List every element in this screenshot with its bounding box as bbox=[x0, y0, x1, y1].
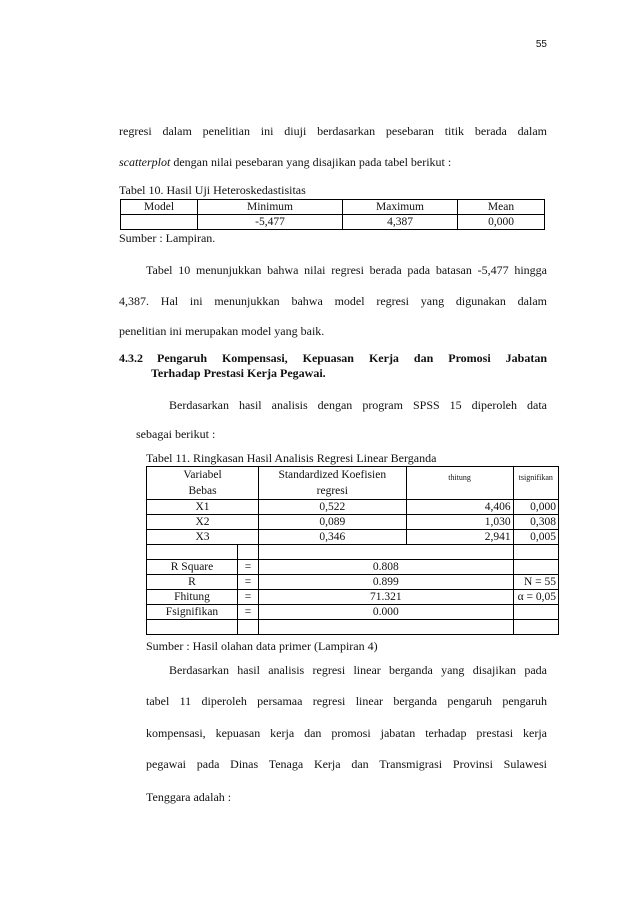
table11-cell: 0,005 bbox=[513, 530, 558, 545]
coefficient-header-line-2: regresi bbox=[316, 485, 348, 497]
para3-line-2: tabel 11 diperoleh persamaa regresi linear berganda pengaruh pengaruh bbox=[146, 694, 547, 708]
stat-note: α = 0,05 bbox=[513, 590, 558, 605]
table10-cell: 0,000 bbox=[458, 215, 545, 230]
table-row bbox=[147, 530, 559, 545]
table11-header-sig: tsignifikan bbox=[513, 467, 558, 500]
stat-equals: = bbox=[238, 560, 259, 575]
table-row bbox=[121, 215, 545, 230]
table11-header-t: thitung bbox=[406, 467, 513, 500]
intro-line-1: regresi dalam penelitian ini diuji berdasarkan pesebaran titik berada dalam bbox=[119, 124, 547, 138]
spacer-cell bbox=[147, 620, 238, 635]
table11-source: Sumber : Hasil olahan data primer (Lampiran 4) bbox=[146, 639, 378, 653]
table-row bbox=[147, 560, 559, 575]
table11-header-variable bbox=[147, 467, 259, 500]
table11-cell: 0,089 bbox=[259, 515, 407, 530]
table11 bbox=[146, 466, 559, 635]
table11-caption: Tabel 11. Ringkasan Hasil Analisis Regresi Linear Berganda bbox=[146, 451, 437, 465]
table11-cell: 1,030 bbox=[406, 515, 513, 530]
table10-header: Model bbox=[121, 200, 198, 215]
table10-caption: Tabel 10. Hasil Uji Heteroskedastisitas bbox=[119, 183, 306, 197]
table10-cell bbox=[121, 215, 198, 230]
spacer-cell bbox=[513, 620, 558, 635]
page-number: 55 bbox=[535, 39, 547, 50]
section-title-line-2: Terhadap Prestasi Kerja Pegawai. bbox=[151, 366, 326, 380]
table11-cell: X2 bbox=[147, 515, 259, 530]
stat-value: 71.321 bbox=[259, 590, 514, 605]
table11-cell: X1 bbox=[147, 500, 259, 515]
para1-line-3: penelitian ini merupakan model yang baik. bbox=[119, 324, 325, 338]
table10-cell: 4,387 bbox=[343, 215, 458, 230]
para3-line-4: pegawai pada Dinas Tenaga Kerja dan Transmigrasi Provinsi Sulawesi bbox=[146, 757, 547, 771]
stat-note bbox=[513, 605, 558, 620]
table10-header-row bbox=[121, 200, 545, 215]
intro-line-2-rest: dengan nilai pesebaran yang disajikan pada tabel berikut : bbox=[170, 155, 452, 169]
table10-header: Maximum bbox=[343, 200, 458, 215]
para1-line-1: Tabel 10 menunjukkan bahwa nilai regresi berada pada batasan -5,477 hingga bbox=[146, 263, 547, 277]
table11-cell: 4,406 bbox=[406, 500, 513, 515]
para3-line-1: Berdasarkan hasil analisis regresi linear berganda yang disajikan pada bbox=[169, 663, 547, 677]
table10-header: Mean bbox=[458, 200, 545, 215]
variable-header-line-1: Variabel bbox=[183, 469, 222, 481]
spacer-cell bbox=[147, 545, 238, 560]
table11-cell: 2,941 bbox=[406, 530, 513, 545]
table10-header: Minimum bbox=[198, 200, 343, 215]
table11-cell: 0,522 bbox=[259, 500, 407, 515]
table11-header-row bbox=[147, 467, 559, 500]
table10-cell: -5,477 bbox=[198, 215, 343, 230]
stat-value: 0.808 bbox=[259, 560, 514, 575]
section-number: 4.3.2 bbox=[119, 351, 143, 365]
table10-source: Sumber : Lampiran. bbox=[119, 231, 216, 245]
stat-value: 0.899 bbox=[259, 575, 514, 590]
spacer-cell bbox=[259, 620, 514, 635]
para3-line-3: kompensasi, kepuasan kerja dan promosi jabatan terhadap prestasi kerja bbox=[146, 726, 547, 740]
table10 bbox=[120, 199, 545, 230]
stat-note: N = 55 bbox=[513, 575, 558, 590]
spacer-cell bbox=[259, 545, 514, 560]
spacer-cell bbox=[238, 545, 259, 560]
table11-cell: 0,000 bbox=[513, 500, 558, 515]
stat-label: R Square bbox=[147, 560, 238, 575]
table-row bbox=[147, 605, 559, 620]
stat-label: R bbox=[147, 575, 238, 590]
stat-equals: = bbox=[238, 605, 259, 620]
section-title-line-1: Pengaruh Kompensasi, Kepuasan Kerja dan Promosi Jabatan bbox=[157, 351, 547, 365]
para1-line-2: 4,387. Hal ini menunjukkan bahwa model regresi yang digunakan dalam bbox=[119, 294, 547, 308]
stat-label: Fsignifikan bbox=[147, 605, 238, 620]
stat-equals: = bbox=[238, 575, 259, 590]
table-row bbox=[147, 575, 559, 590]
table11-cell: 0,346 bbox=[259, 530, 407, 545]
scatterplot-term: scatterplot bbox=[119, 155, 171, 169]
intro-line-2 bbox=[119, 155, 451, 170]
coefficient-header-line-1: Standardized Koefisien bbox=[278, 469, 387, 481]
table-row bbox=[147, 590, 559, 605]
spacer-cell bbox=[238, 620, 259, 635]
table11-header-coefficient bbox=[259, 467, 407, 500]
variable-header-line-2: Bebas bbox=[188, 485, 217, 497]
stat-value: 0.000 bbox=[259, 605, 514, 620]
para2-line-2: sebagai berikut : bbox=[136, 427, 216, 441]
table11-cell: X3 bbox=[147, 530, 259, 545]
table11-spacer-row bbox=[147, 620, 559, 635]
table-row bbox=[147, 515, 559, 530]
stat-label: Fhitung bbox=[147, 590, 238, 605]
table11-cell: 0,308 bbox=[513, 515, 558, 530]
stat-equals: = bbox=[238, 590, 259, 605]
para2-line-1: Berdasarkan hasil analisis dengan program SPSS 15 diperoleh data bbox=[169, 398, 547, 412]
table11-spacer-row bbox=[147, 545, 559, 560]
stat-note bbox=[513, 560, 558, 575]
para3-line-5: Tenggara adalah : bbox=[146, 790, 232, 804]
spacer-cell bbox=[513, 545, 558, 560]
table-row bbox=[147, 500, 559, 515]
